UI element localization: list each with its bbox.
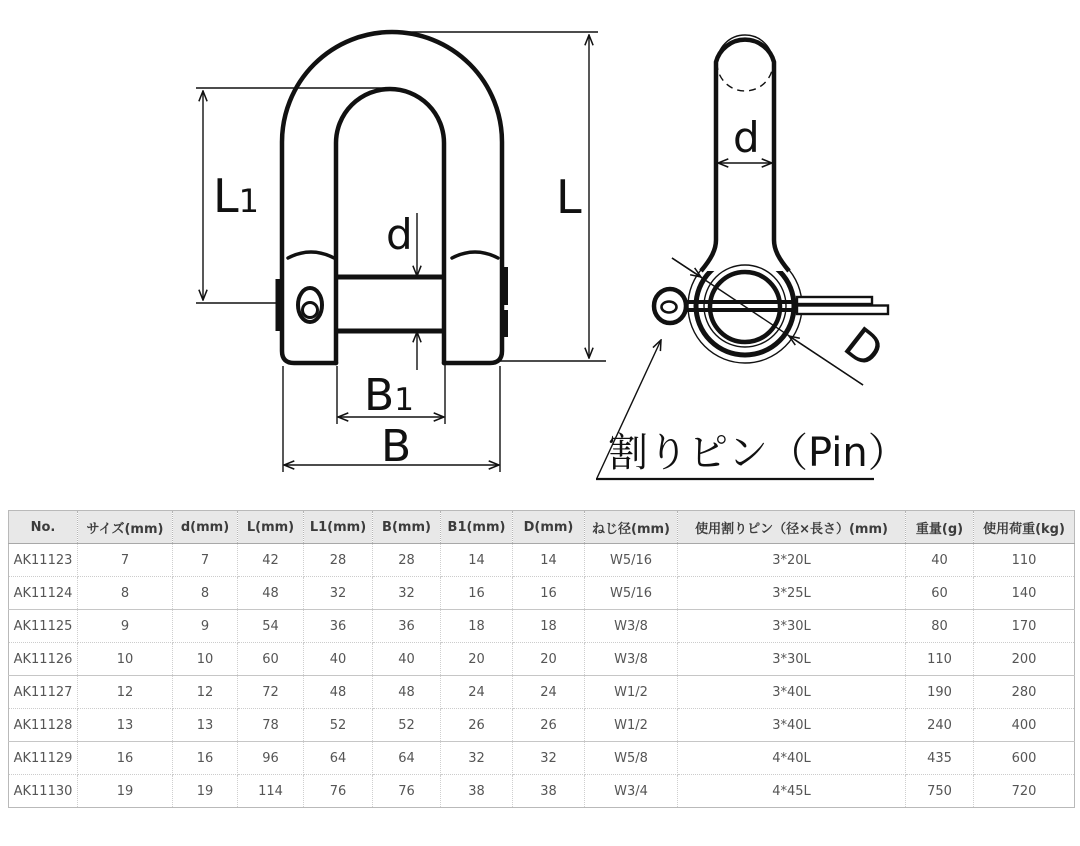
table-cell: 48 (238, 577, 304, 610)
table-row (9, 643, 1075, 676)
side-view-body (654, 35, 888, 363)
table-cell: 3*30L (678, 643, 906, 676)
table-cell: 19 (173, 775, 238, 808)
table-cell: W1/2 (585, 676, 678, 709)
table-cell: W3/8 (585, 643, 678, 676)
table-cell: 10 (78, 643, 173, 676)
table-cell: 12 (78, 676, 173, 709)
table-cell: 48 (373, 676, 441, 709)
column-header: B1(mm) (441, 511, 513, 544)
table-cell: 64 (304, 742, 373, 775)
table-cell: 32 (373, 577, 441, 610)
table-cell: 4*40L (678, 742, 906, 775)
table-cell: 720 (1011, 783, 1037, 799)
table-cell: 18 (441, 610, 513, 643)
table-cell: AK11130 (9, 775, 78, 808)
table-cell: 26 (513, 709, 585, 742)
table-cell: AK11128 (9, 709, 78, 742)
spec-table (8, 510, 1075, 808)
table-cell: 9 (78, 610, 173, 643)
table-cell: 32 (441, 742, 513, 775)
table-cell: 13 (173, 709, 238, 742)
table-cell: 400 (974, 709, 1075, 742)
table-cell: 7 (78, 544, 173, 577)
table-cell: 26 (441, 709, 513, 742)
table-cell: 13 (78, 709, 173, 742)
table-row (9, 610, 1075, 643)
label-B: B (381, 421, 412, 472)
table-cell: 3*20L (678, 544, 906, 577)
table-cell: 24 (441, 676, 513, 709)
table-row (9, 577, 1075, 610)
dimension-d-front (386, 210, 417, 370)
column-header: 重量(g) (906, 511, 974, 544)
table-row (9, 676, 1075, 709)
table-row (9, 709, 1075, 742)
table-cell: 435 (906, 742, 974, 775)
table-row (9, 544, 1075, 577)
table-cell: W3/4 (585, 775, 678, 808)
label-B1: B1 (364, 370, 414, 421)
table-cell: 40 (373, 643, 441, 676)
table-cell: 600 (974, 742, 1075, 775)
table-cell: 110 (906, 643, 974, 676)
table-cell: 76 (373, 775, 441, 808)
table-row (9, 775, 1075, 808)
column-header: L1(mm) (304, 511, 373, 544)
table-cell: 36 (304, 610, 373, 643)
table-cell: 750 (906, 775, 974, 808)
table-cell: 8 (173, 577, 238, 610)
table-cell: 190 (906, 676, 974, 709)
label-d-side: d (733, 113, 760, 162)
table-cell: 170 (974, 610, 1075, 643)
table-cell: 52 (373, 709, 441, 742)
table-cell: 28 (304, 544, 373, 577)
table-cell: 76 (304, 775, 373, 808)
table-cell: AK11125 (9, 610, 78, 643)
table-cell: AK11127 (9, 676, 78, 709)
table-cell: AK11129 (9, 742, 78, 775)
table-cell: 12 (173, 676, 238, 709)
table-cell: 110 (974, 544, 1075, 577)
label-d-front: d (386, 210, 413, 259)
pin-callout-text: 割りピン（Pin） (608, 430, 908, 476)
table-cell: AK11126 (9, 643, 78, 676)
table-cell: 3*25L (678, 577, 906, 610)
column-header: 使用割りピン（径×長さ）(mm) (678, 511, 906, 544)
table-cell: 20 (441, 643, 513, 676)
table-cell: 19 (78, 775, 173, 808)
cotter-pin-end-icon (298, 288, 322, 322)
table-cell: 96 (238, 742, 304, 775)
table-cell: AK11124 (9, 577, 78, 610)
front-view-body (279, 32, 505, 363)
table-cell: 72 (238, 676, 304, 709)
table-cell: W5/8 (585, 742, 678, 775)
table-cell: 3*40L (678, 676, 906, 709)
table-cell: 80 (906, 610, 974, 643)
table-cell: AK11123 (9, 544, 78, 577)
label-D: D (834, 317, 893, 379)
table-row (9, 742, 1075, 775)
table-cell: 18 (513, 610, 585, 643)
table-cell: 38 (513, 775, 585, 808)
table-cell: 3*40L (678, 709, 906, 742)
table-cell: 7 (173, 544, 238, 577)
column-header: d(mm) (173, 511, 238, 544)
table-cell: 28 (373, 544, 441, 577)
table-cell: 60 (906, 577, 974, 610)
table-cell: 4*45L (678, 775, 906, 808)
table-cell: 8 (78, 577, 173, 610)
table-cell: 140 (974, 577, 1075, 610)
table-cell: 42 (238, 544, 304, 577)
table-cell: 60 (238, 643, 304, 676)
table-cell: 48 (304, 676, 373, 709)
table-cell: 16 (513, 577, 585, 610)
column-header: No. (9, 511, 78, 544)
dimension-B1 (337, 338, 445, 424)
table-cell: 3*30L (678, 610, 906, 643)
table-cell: 10 (173, 643, 238, 676)
table-cell: 38 (441, 775, 513, 808)
dimension-L1 (196, 88, 390, 303)
table-cell: 64 (373, 742, 441, 775)
table-cell: 16 (441, 577, 513, 610)
label-L: L (556, 170, 582, 224)
column-header: ねじ径(mm) (585, 511, 678, 544)
table-cell: 24 (513, 676, 585, 709)
table-cell: 40 (906, 544, 974, 577)
table-cell: 20 (513, 643, 585, 676)
table-cell: 9 (173, 610, 238, 643)
table-cell: W1/2 (585, 709, 678, 742)
table-cell: 114 (238, 775, 304, 808)
column-header: 使用荷重(kg) (974, 511, 1075, 544)
column-header: サイズ(mm) (78, 511, 173, 544)
table-cell: 36 (373, 610, 441, 643)
table-cell: 40 (304, 643, 373, 676)
table-cell: W5/16 (585, 544, 678, 577)
column-header: L(mm) (238, 511, 304, 544)
table-cell: 280 (974, 676, 1075, 709)
table-header-row (9, 511, 1075, 544)
column-header: B(mm) (373, 511, 441, 544)
table-cell: 54 (238, 610, 304, 643)
column-header: D(mm) (513, 511, 585, 544)
label-L1: L1 (213, 169, 259, 223)
table-cell: 16 (78, 742, 173, 775)
table-cell: 14 (441, 544, 513, 577)
table-cell: 32 (513, 742, 585, 775)
table-cell: 52 (304, 709, 373, 742)
table-cell: 14 (513, 544, 585, 577)
table-cell: W5/16 (585, 577, 678, 610)
table-cell: 78 (238, 709, 304, 742)
table-cell: 16 (173, 742, 238, 775)
table-cell: 200 (974, 643, 1075, 676)
table-cell: 32 (304, 577, 373, 610)
table-cell: 240 (906, 709, 974, 742)
table-cell: W3/8 (585, 610, 678, 643)
